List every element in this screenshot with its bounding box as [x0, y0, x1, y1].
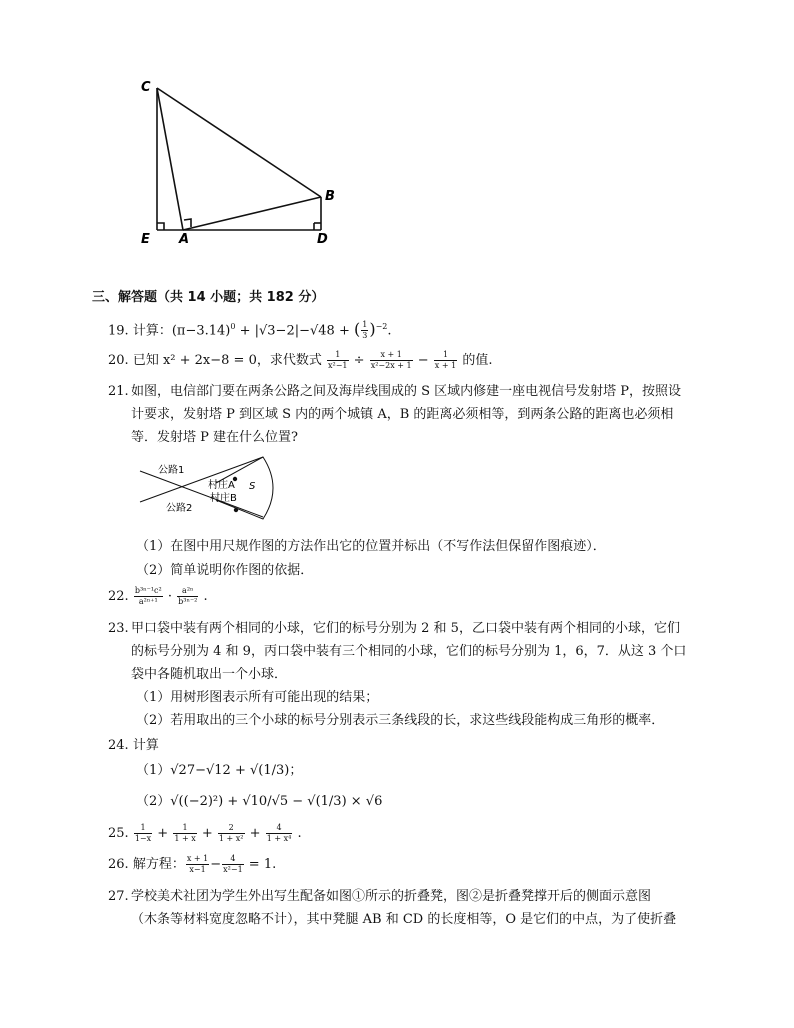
q20-op1: ÷ [353, 353, 365, 368]
question-20 [108, 350, 492, 372]
village-b-dot [234, 508, 238, 512]
label-c: C [141, 80, 151, 95]
q24-title: 计算 [132, 738, 159, 753]
q20-f3-num: 1 [434, 350, 457, 361]
q19-prefix: 计算： [132, 323, 172, 339]
q20-f1-den: x²−1 [328, 361, 348, 370]
q20-f2-den: x²−2x + 1 [370, 361, 412, 370]
q19-expr-a: (π−3.14) [171, 323, 231, 339]
q25-f3-den: 1 + x² [218, 834, 244, 843]
q25-plus1: + [157, 826, 169, 841]
q26-f1-num: x + 1 [186, 854, 209, 863]
road-region-figure [138, 455, 288, 525]
road2-label: 公路2 [166, 503, 193, 514]
q20-f2-num: x + 1 [370, 350, 413, 361]
q20-f1-num: 1 [327, 350, 349, 361]
village-b-label: 村庄B [210, 493, 237, 504]
road-1-line [140, 471, 263, 517]
q20-text-a: 已知 x² + 2x−8 = 0，求代数式 [132, 353, 322, 368]
question-21 [108, 381, 129, 403]
q25-f4-den: 1 + x⁴ [266, 834, 292, 843]
q19-expr-b: + |√3−2|−√48 + [235, 323, 354, 339]
road1-label: 公路1 [158, 465, 185, 476]
q26-number: 26. [108, 857, 129, 872]
q20-f3-den: x + 1 [434, 361, 457, 370]
q24-sub1: （1）√27−√12 + √(1/3)； [136, 763, 303, 778]
q23-sub2: （2）若用取出的三个小球的标号分别表示三条线段的长，求这些线段能构成三角形的概率． [136, 713, 665, 728]
q23-number: 23. [108, 621, 129, 636]
q26-f1-den: x−1 [189, 865, 206, 874]
q20-number: 20. [108, 353, 129, 368]
region-s-label: S [249, 481, 256, 492]
q25-f4-num: 4 [266, 823, 293, 834]
q19-exp0: 0 [230, 322, 236, 331]
q21-line2: 计要求，发射塔 P 到区域 S 内的两个城镇 A，B 的距离必须相等，到两条公路的距离也必须相 [131, 407, 674, 422]
q21-line1: 如图，电信部门要在两条公路之间及海岸线围成的 S 区域内修建一座电视信号发射塔 P，按照设 [131, 384, 682, 399]
triangle-figure [135, 75, 345, 250]
q22-op: · [167, 589, 173, 604]
q21-line3: 等．发射塔 P 建在什么位置? [131, 430, 298, 445]
q25-f1-num: 1 [134, 823, 152, 834]
q20-op2: − [417, 353, 429, 368]
q26-f2-num: 4 [222, 854, 244, 865]
q22-f1-num: b³ⁿ⁻¹c² [134, 586, 162, 595]
question-25 [108, 823, 302, 845]
q26-f2-den: x²−1 [223, 865, 243, 874]
section-title: 三、解答题（共 14 小题；共 182 分） [92, 290, 325, 305]
right-angle-a [184, 219, 191, 227]
q27-line1: 学校美术社团为学生外出写生配备如图①所示的折叠凳，图②是折叠凳撑开后的侧面示意图 [131, 889, 652, 904]
q21-sub2: （2）简单说明你作图的依据． [136, 563, 314, 578]
right-angle-e [157, 223, 164, 230]
segment-ca [157, 88, 183, 230]
village-a-label: 村庄A [208, 480, 235, 491]
q23-line1: 甲口袋中装有两个相同的小球，它们的标号分别为 2 和 5，乙口袋中装有两个相同的小球，它们 [131, 621, 680, 636]
segment-cb [157, 88, 321, 197]
q19-number: 19. [108, 323, 129, 339]
q25-plus3: + [249, 826, 261, 841]
q19-frac-den: 3 [362, 331, 368, 341]
q21-sub1: （1）在图中用尺规作图的方法作出它的位置并标出（不写作法但保留作图痕迹）． [136, 539, 606, 554]
q19-exp-neg2: −2 [375, 322, 388, 331]
segment-ab [183, 197, 321, 230]
q23-sub1: （1）用树形图表示所有可能出现的结果； [136, 690, 379, 705]
label-d: D [317, 232, 328, 247]
q22-end: . [203, 589, 208, 604]
question-24 [108, 735, 159, 757]
road-2-line [140, 457, 263, 502]
q25-end: . [297, 826, 302, 841]
question-19: 19. 计算：$(\pi-3.14)^0 + |√3-2|-√48$ + ( $\frac{1}{3}$ )$^{-2}$. [108, 319, 392, 341]
q19-frac-num: 1 [362, 320, 368, 330]
q24-sub2: （2）√((−2)²) + √10/√5 − √(1/3) × √6 [136, 794, 383, 809]
q19-end: . [387, 323, 392, 339]
q25-number: 25. [108, 826, 129, 841]
q25-f3-num: 2 [218, 823, 245, 834]
q22-number: 22. [108, 589, 129, 604]
q22-f1-den: a²ⁿ⁺¹ [138, 597, 158, 606]
q26-minus: − [210, 857, 222, 872]
q25-plus2: + [201, 826, 213, 841]
q25-f2-den: 1 + x [174, 834, 196, 843]
q23-line2: 的标号分别为 4 和 9，丙口袋中装有三个相同的小球，它们的标号分别为 1，6，7．从这 3 个口 [131, 644, 687, 659]
q20-text-b: 的值. [462, 353, 493, 368]
label-e: E [141, 232, 150, 247]
q21-number: 21. [108, 384, 129, 399]
q26-end: = 1. [248, 857, 277, 872]
q25-f1-den: 1−x [134, 834, 152, 843]
q25-f2-num: 1 [173, 823, 196, 834]
question-27 [108, 886, 129, 908]
q24-number: 24. [108, 738, 129, 753]
label-a: A [179, 232, 190, 247]
q22-f2-den: b³ⁿ⁻² [178, 597, 198, 606]
q26-prefix: 解方程： [132, 857, 185, 872]
question-23 [108, 618, 129, 640]
q27-line2: （木条等材料宽度忽略不计），其中凳腿 AB 和 CD 的长度相等，O 是它们的中点，为了使折叠 [131, 912, 677, 927]
question-22 [108, 586, 208, 608]
label-b: B [325, 189, 335, 204]
q22-f2-num: a²ⁿ [177, 586, 198, 597]
q23-line3: 袋中各随机取出一个小球． [131, 667, 288, 682]
question-26 [108, 854, 276, 876]
q27-number: 27. [108, 889, 129, 904]
